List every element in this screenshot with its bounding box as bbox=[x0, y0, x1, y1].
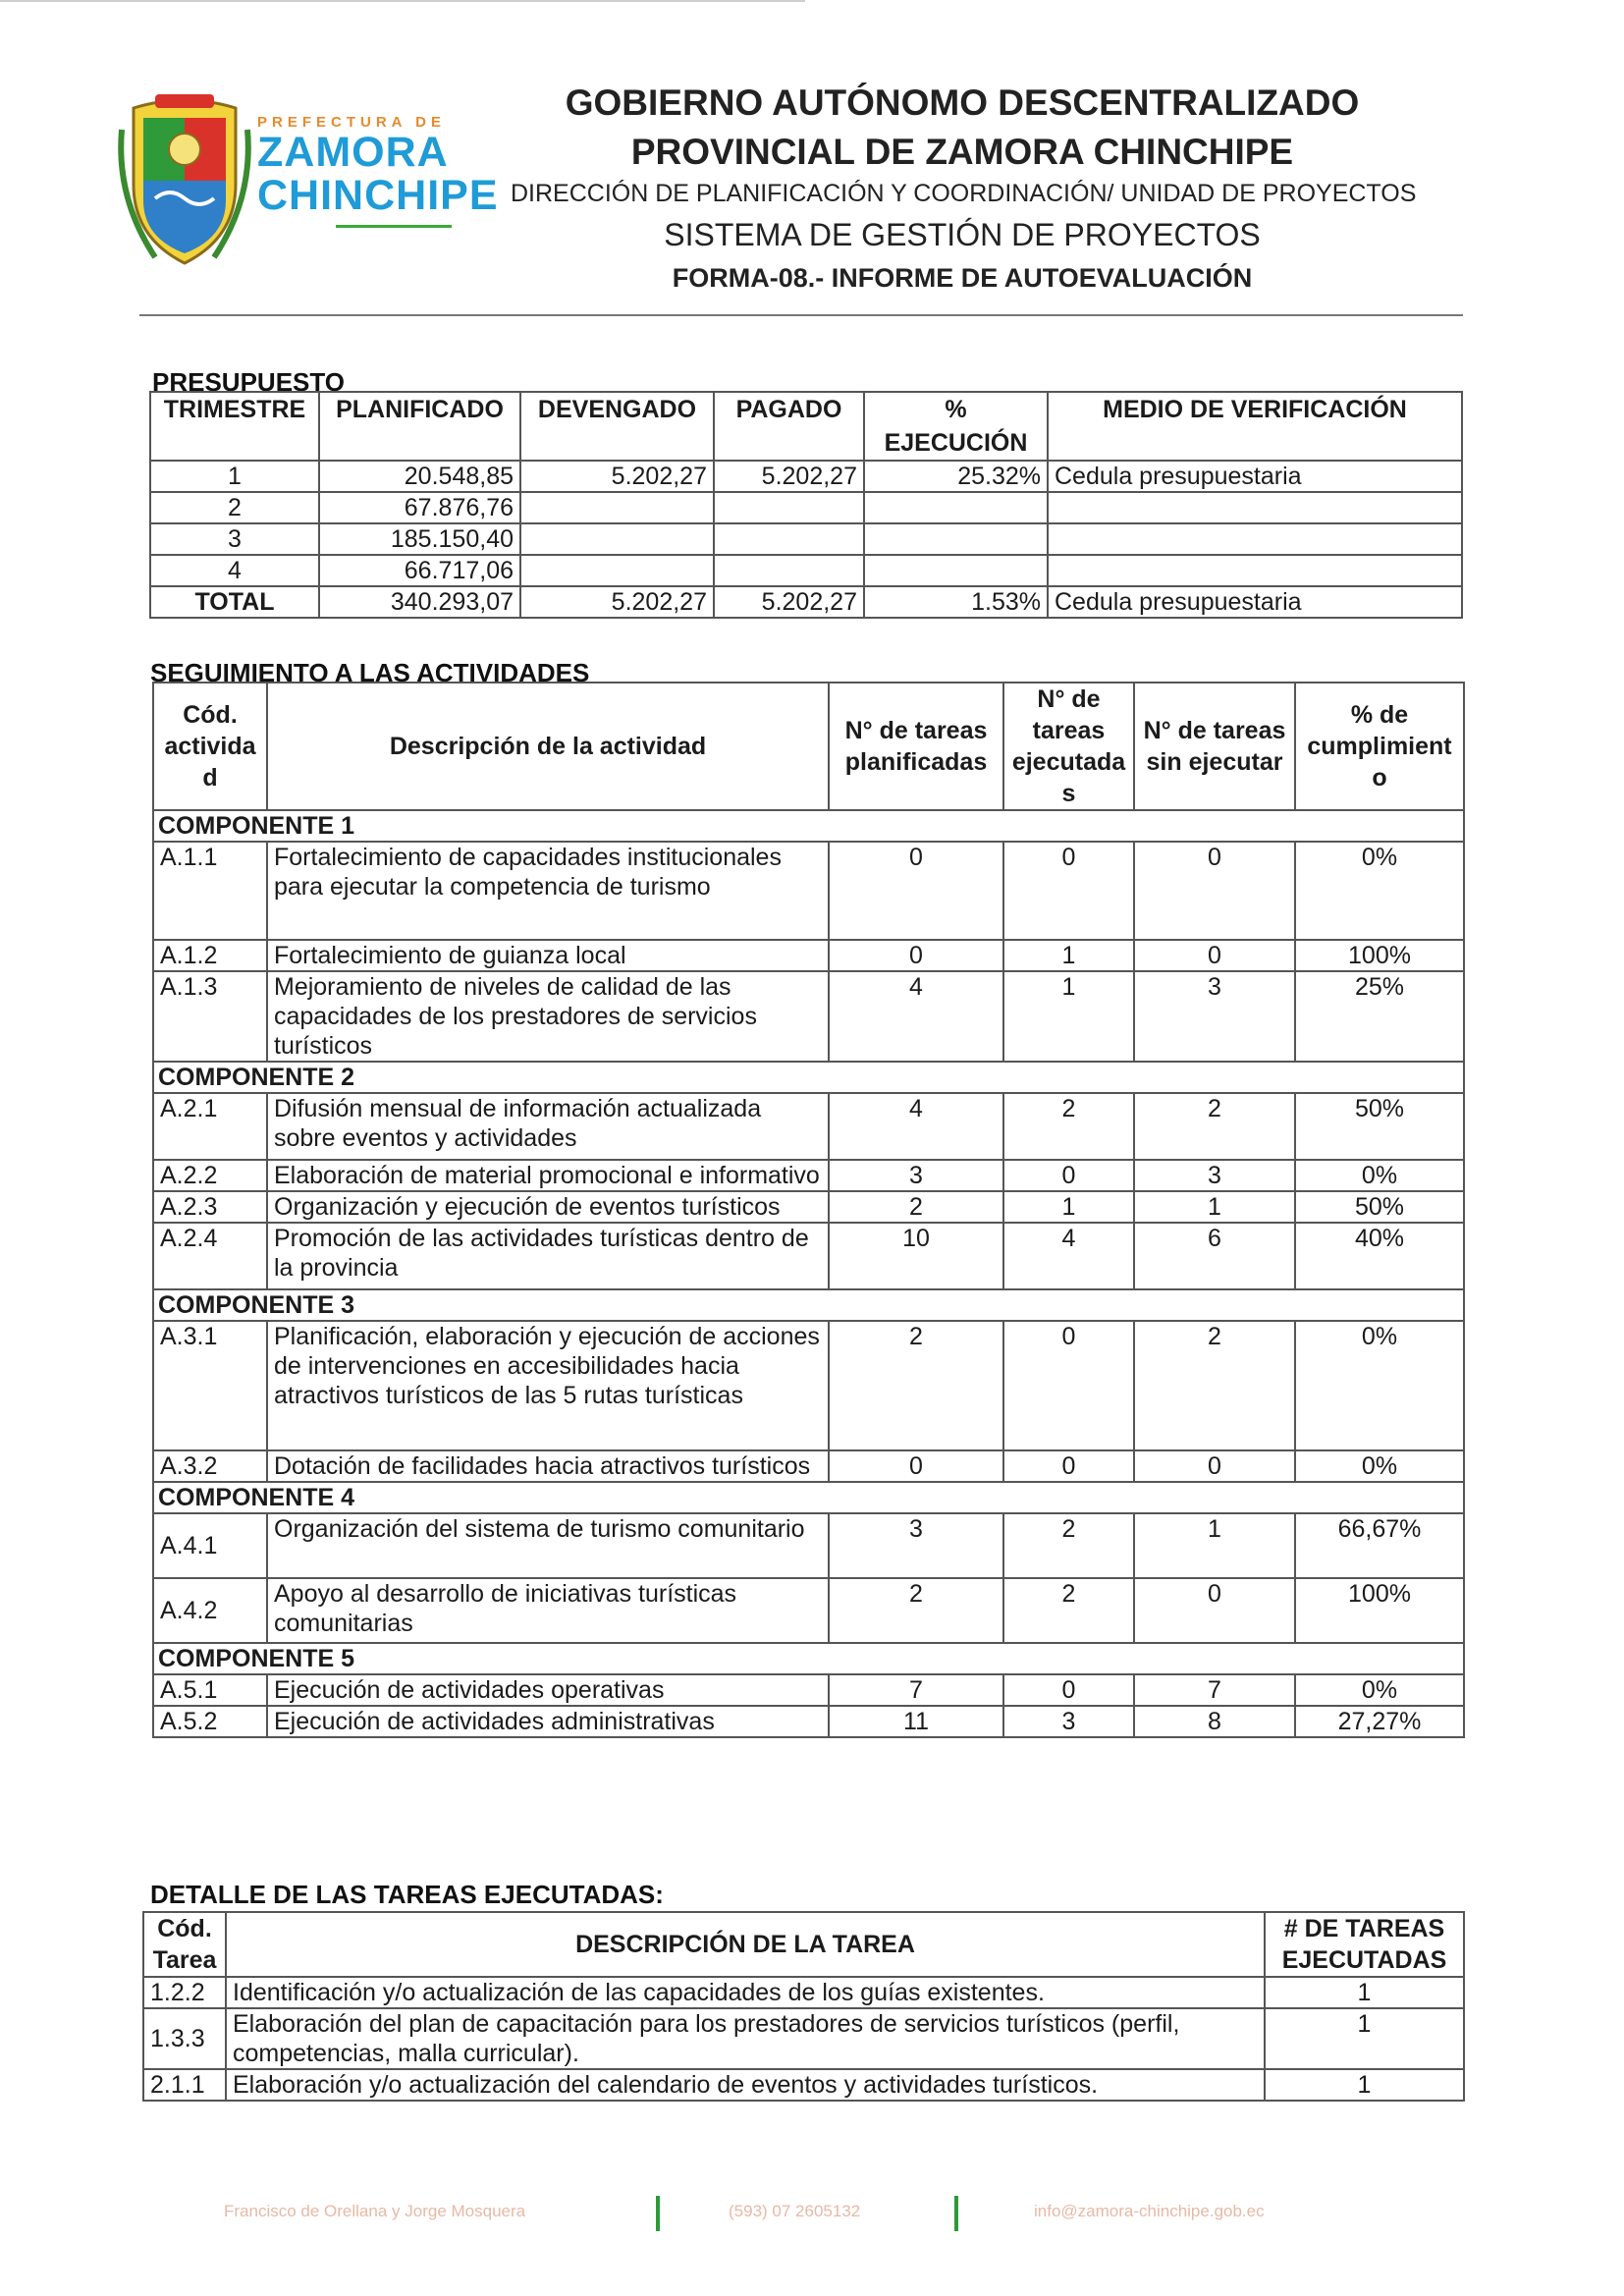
activity-pending: 0 bbox=[1134, 842, 1295, 940]
activity-planned: 0 bbox=[829, 842, 1003, 940]
budget-medio bbox=[1048, 492, 1462, 523]
activity-planned: 4 bbox=[829, 971, 1003, 1062]
budget-total-ejecucion: 1.53% bbox=[864, 586, 1048, 618]
component-title: COMPONENTE 1 bbox=[153, 810, 1464, 842]
activity-executed: 0 bbox=[1003, 1160, 1134, 1191]
budget-devengado bbox=[520, 523, 714, 555]
brand-underline bbox=[336, 225, 452, 228]
budget-devengado bbox=[520, 555, 714, 586]
activity-executed: 1 bbox=[1003, 1191, 1134, 1223]
budget-medio: Cedula presupuestaria bbox=[1048, 461, 1462, 492]
activity-code: A.5.1 bbox=[153, 1674, 267, 1706]
header-subtitle: DIRECCIÓN DE PLANIFICACIÓN Y COORDINACIÓN/ UNIDAD DE PROYECTOS bbox=[511, 180, 1417, 207]
activities-col-executed: N° de tareas ejecutada s bbox=[1003, 683, 1134, 810]
budget-planificado: 20.548,85 bbox=[319, 461, 520, 492]
detail-row bbox=[143, 2008, 1464, 2069]
component-title: COMPONENTE 4 bbox=[153, 1482, 1464, 1513]
activity-compliance: 100% bbox=[1295, 940, 1464, 971]
detail-row bbox=[143, 1977, 1464, 2008]
activity-description: Mejoramiento de niveles de calidad de las capacidades de los prestadores de servicios turísticos bbox=[267, 971, 829, 1062]
detail-count: 1 bbox=[1265, 2008, 1464, 2069]
detail-count: 1 bbox=[1265, 2069, 1464, 2101]
activity-executed: 0 bbox=[1003, 1450, 1134, 1482]
budget-row bbox=[150, 492, 1462, 523]
activity-compliance: 0% bbox=[1295, 1321, 1464, 1450]
activities-section-title: SEGUIMIENTO A LAS ACTIVIDADES bbox=[150, 658, 590, 687]
detail-col-description: DESCRIPCIÓN DE LA TAREA bbox=[226, 1912, 1265, 1977]
document-header bbox=[491, 79, 1434, 297]
activity-row bbox=[153, 1093, 1464, 1160]
activity-description: Dotación de facilidades hacia atractivos turísticos bbox=[267, 1450, 829, 1482]
activities-col-planned: N° de tareas planificadas bbox=[829, 683, 1003, 810]
budget-trimestre: 1 bbox=[150, 461, 319, 492]
activity-compliance: 50% bbox=[1295, 1093, 1464, 1160]
component-title: COMPONENTE 5 bbox=[153, 1643, 1464, 1674]
header-divider bbox=[139, 314, 1463, 316]
detail-description: Elaboración del plan de capacitación para los prestadores de servicios turísticos (perfil, competencias, malla curricular). bbox=[226, 2008, 1265, 2069]
budget-col-devengado: DEVENGADO bbox=[520, 392, 714, 461]
activities-col-pending: N° de tareas sin ejecutar bbox=[1134, 683, 1295, 810]
activity-code: A.4.2 bbox=[153, 1578, 267, 1643]
activity-pending: 2 bbox=[1134, 1321, 1295, 1450]
activity-planned: 4 bbox=[829, 1093, 1003, 1160]
detail-header-row bbox=[143, 1912, 1464, 1977]
activity-row bbox=[153, 1450, 1464, 1482]
brand-line-2: CHINCHIPE bbox=[257, 172, 499, 219]
activity-row bbox=[153, 842, 1464, 940]
activity-compliance: 66,67% bbox=[1295, 1513, 1464, 1578]
activity-row bbox=[153, 1223, 1464, 1289]
component-title: COMPONENTE 3 bbox=[153, 1289, 1464, 1321]
detail-code: 2.1.1 bbox=[143, 2069, 226, 2101]
activity-compliance: 0% bbox=[1295, 1450, 1464, 1482]
budget-total-label: TOTAL bbox=[150, 586, 319, 618]
activity-pending: 8 bbox=[1134, 1706, 1295, 1737]
component-row bbox=[153, 1062, 1464, 1093]
budget-ejecucion: 25.32% bbox=[864, 461, 1048, 492]
activity-code: A.3.2 bbox=[153, 1450, 267, 1482]
activity-row bbox=[153, 1706, 1464, 1737]
budget-total-medio: Cedula presupuestaria bbox=[1048, 586, 1462, 618]
budget-table bbox=[149, 391, 1463, 619]
activity-compliance: 27,27% bbox=[1295, 1706, 1464, 1737]
activity-description: Difusión mensual de información actualizada sobre eventos y actividades bbox=[267, 1093, 829, 1160]
budget-medio bbox=[1048, 555, 1462, 586]
activity-description: Organización y ejecución de eventos turísticos bbox=[267, 1191, 829, 1223]
activity-planned: 2 bbox=[829, 1321, 1003, 1450]
activities-col-code: Cód. activida d bbox=[153, 683, 267, 810]
budget-total-pagado: 5.202,27 bbox=[714, 586, 864, 618]
detail-code: 1.3.3 bbox=[143, 2008, 226, 2069]
detail-table bbox=[142, 1911, 1465, 2102]
activity-description: Fortalecimiento de guianza local bbox=[267, 940, 829, 971]
budget-pagado bbox=[714, 555, 864, 586]
budget-trimestre: 2 bbox=[150, 492, 319, 523]
component-title: COMPONENTE 2 bbox=[153, 1062, 1464, 1093]
activity-compliance: 0% bbox=[1295, 1160, 1464, 1191]
activity-row bbox=[153, 1513, 1464, 1578]
component-row bbox=[153, 810, 1464, 842]
detail-description: Identificación y/o actualización de las capacidades de los guías existentes. bbox=[226, 1977, 1265, 2008]
activity-pending: 0 bbox=[1134, 1578, 1295, 1643]
activity-code: A.1.1 bbox=[153, 842, 267, 940]
activity-compliance: 100% bbox=[1295, 1578, 1464, 1643]
budget-col-medio: MEDIO DE VERIFICACIÓN bbox=[1048, 392, 1462, 461]
activity-row bbox=[153, 1321, 1464, 1450]
budget-medio bbox=[1048, 523, 1462, 555]
brand-line-1: ZAMORA bbox=[257, 129, 449, 176]
budget-row bbox=[150, 461, 1462, 492]
activity-planned: 0 bbox=[829, 940, 1003, 971]
activity-planned: 0 bbox=[829, 1450, 1003, 1482]
activity-executed: 0 bbox=[1003, 1321, 1134, 1450]
footer-separator bbox=[954, 2196, 958, 2231]
activity-executed: 4 bbox=[1003, 1223, 1134, 1289]
activity-pending: 0 bbox=[1134, 1450, 1295, 1482]
activity-pending: 1 bbox=[1134, 1191, 1295, 1223]
footer-email: info@zamora-chinchipe.gob.ec bbox=[1034, 2202, 1265, 2220]
detail-col-count: # DE TAREAS EJECUTADAS bbox=[1265, 1912, 1464, 1977]
budget-trimestre: 4 bbox=[150, 555, 319, 586]
budget-col-trimestre: TRIMESTRE bbox=[150, 392, 319, 461]
budget-row bbox=[150, 555, 1462, 586]
detail-section-title: DETALLE DE LAS TAREAS EJECUTADAS: bbox=[150, 1880, 664, 1909]
budget-row bbox=[150, 523, 1462, 555]
activity-pending: 6 bbox=[1134, 1223, 1295, 1289]
activity-code: A.1.3 bbox=[153, 971, 267, 1062]
budget-total-row bbox=[150, 586, 1462, 618]
activity-planned: 2 bbox=[829, 1191, 1003, 1223]
activity-description: Ejecución de actividades operativas bbox=[267, 1674, 829, 1706]
footer-phone: (593) 07 2605132 bbox=[729, 2202, 861, 2220]
activity-code: A.4.1 bbox=[153, 1513, 267, 1578]
activity-executed: 3 bbox=[1003, 1706, 1134, 1737]
budget-col-planificado: PLANIFICADO bbox=[319, 392, 520, 461]
activity-pending: 3 bbox=[1134, 1160, 1295, 1191]
detail-description: Elaboración y/o actualización del calendario de eventos y actividades turísticos. bbox=[226, 2069, 1265, 2101]
activity-pending: 1 bbox=[1134, 1513, 1295, 1578]
header-form-title: FORMA-08.- INFORME DE AUTOEVALUACIÓN bbox=[672, 263, 1253, 293]
header-title-line-1: GOBIERNO AUTÓNOMO DESCENTRALIZADO bbox=[565, 82, 1360, 123]
activity-code: A.3.1 bbox=[153, 1321, 267, 1450]
budget-planificado: 67.876,76 bbox=[319, 492, 520, 523]
activity-row bbox=[153, 1160, 1464, 1191]
budget-devengado bbox=[520, 492, 714, 523]
budget-pagado bbox=[714, 523, 864, 555]
activity-executed: 2 bbox=[1003, 1578, 1134, 1643]
activity-description: Fortalecimiento de capacidades institucionales para ejecutar la competencia de turismo bbox=[267, 842, 829, 940]
budget-total-planificado: 340.293,07 bbox=[319, 586, 520, 618]
activity-pending: 3 bbox=[1134, 971, 1295, 1062]
activity-code: A.2.3 bbox=[153, 1191, 267, 1223]
activity-planned: 2 bbox=[829, 1578, 1003, 1643]
activities-col-description: Descripción de la actividad bbox=[267, 683, 829, 810]
header-system: SISTEMA DE GESTIÓN DE PROYECTOS bbox=[664, 217, 1261, 252]
activities-table bbox=[152, 682, 1465, 1738]
activities-col-compliance: % de cumplimient o bbox=[1295, 683, 1464, 810]
activity-row bbox=[153, 1191, 1464, 1223]
activity-row bbox=[153, 971, 1464, 1062]
activity-pending: 2 bbox=[1134, 1093, 1295, 1160]
detail-code: 1.2.2 bbox=[143, 1977, 226, 2008]
activity-description: Apoyo al desarrollo de iniciativas turísticas comunitarias bbox=[267, 1578, 829, 1643]
detail-col-code: Cód. Tarea bbox=[143, 1912, 226, 1977]
activity-planned: 3 bbox=[829, 1513, 1003, 1578]
activity-description: Promoción de las actividades turísticas dentro de la provincia bbox=[267, 1223, 829, 1289]
activity-executed: 0 bbox=[1003, 842, 1134, 940]
activity-code: A.1.2 bbox=[153, 940, 267, 971]
top-edge-line bbox=[0, 0, 805, 2]
activity-description: Planificación, elaboración y ejecución de acciones de intervenciones en accesibilidades hacia atractivos turísticos de las 5 rutas turísticas bbox=[267, 1321, 829, 1450]
budget-total-devengado: 5.202,27 bbox=[520, 586, 714, 618]
budget-header-row bbox=[150, 392, 1462, 461]
activity-executed: 2 bbox=[1003, 1093, 1134, 1160]
detail-row bbox=[143, 2069, 1464, 2101]
brand-small-text: PREFECTURA DE bbox=[257, 114, 446, 131]
activity-code: A.5.2 bbox=[153, 1706, 267, 1737]
budget-pagado bbox=[714, 492, 864, 523]
activity-pending: 7 bbox=[1134, 1674, 1295, 1706]
activity-row bbox=[153, 1674, 1464, 1706]
activity-executed: 1 bbox=[1003, 940, 1134, 971]
activity-code: A.2.2 bbox=[153, 1160, 267, 1191]
footer-separator bbox=[656, 2196, 660, 2231]
activity-compliance: 40% bbox=[1295, 1223, 1464, 1289]
activity-code: A.2.4 bbox=[153, 1223, 267, 1289]
activity-compliance: 25% bbox=[1295, 971, 1464, 1062]
activities-header-row bbox=[153, 683, 1464, 810]
footer-address: Francisco de Orellana y Jorge Mosquera bbox=[224, 2202, 526, 2220]
coat-of-arms-icon bbox=[116, 90, 253, 271]
detail-count: 1 bbox=[1265, 1977, 1464, 2008]
activity-compliance: 0% bbox=[1295, 842, 1464, 940]
component-row bbox=[153, 1643, 1464, 1674]
activity-executed: 1 bbox=[1003, 971, 1134, 1062]
budget-devengado: 5.202,27 bbox=[520, 461, 714, 492]
activity-code: A.2.1 bbox=[153, 1093, 267, 1160]
activity-description: Ejecución de actividades administrativas bbox=[267, 1706, 829, 1737]
brand-logo-text bbox=[257, 114, 499, 228]
budget-ejecucion bbox=[864, 523, 1048, 555]
budget-ejecucion bbox=[864, 492, 1048, 523]
component-row bbox=[153, 1482, 1464, 1513]
activity-executed: 2 bbox=[1003, 1513, 1134, 1578]
activity-planned: 11 bbox=[829, 1706, 1003, 1737]
budget-trimestre: 3 bbox=[150, 523, 319, 555]
activity-description: Elaboración de material promocional e informativo bbox=[267, 1160, 829, 1191]
activity-planned: 7 bbox=[829, 1674, 1003, 1706]
activity-description: Organización del sistema de turismo comunitario bbox=[267, 1513, 829, 1578]
activity-row bbox=[153, 1578, 1464, 1643]
budget-planificado: 185.150,40 bbox=[319, 523, 520, 555]
component-row bbox=[153, 1289, 1464, 1321]
budget-ejecucion bbox=[864, 555, 1048, 586]
budget-planificado: 66.717,06 bbox=[319, 555, 520, 586]
activity-compliance: 0% bbox=[1295, 1674, 1464, 1706]
activity-pending: 0 bbox=[1134, 940, 1295, 971]
budget-pagado: 5.202,27 bbox=[714, 461, 864, 492]
activity-planned: 3 bbox=[829, 1160, 1003, 1191]
budget-col-ejecucion: % EJECUCIÓN bbox=[864, 392, 1048, 461]
activity-planned: 10 bbox=[829, 1223, 1003, 1289]
budget-col-pagado: PAGADO bbox=[714, 392, 864, 461]
budget-section-title: PRESUPUESTO bbox=[152, 367, 346, 397]
activity-compliance: 50% bbox=[1295, 1191, 1464, 1223]
header-title-line-2: PROVINCIAL DE ZAMORA CHINCHIPE bbox=[630, 132, 1294, 172]
activity-row bbox=[153, 940, 1464, 971]
activity-executed: 0 bbox=[1003, 1674, 1134, 1706]
